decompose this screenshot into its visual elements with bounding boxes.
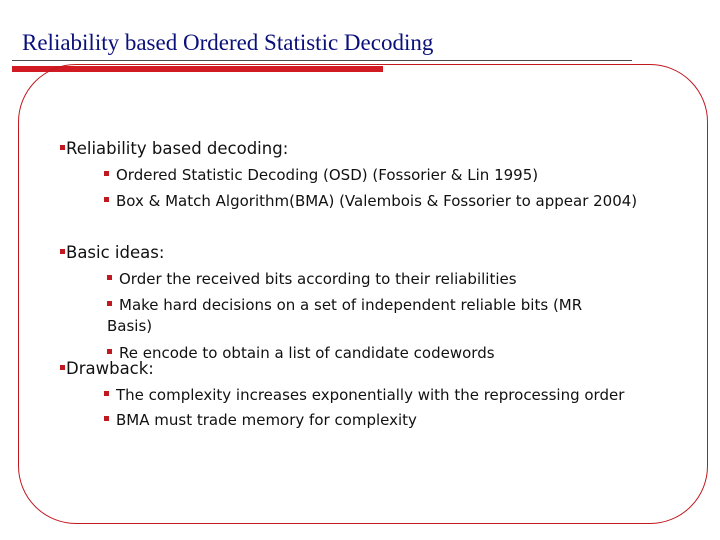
content-frame: [18, 64, 708, 524]
list-item: [104, 413, 417, 428]
square-bullet-icon: [104, 197, 109, 202]
list-item-text: BMA must trade memory for complexity: [116, 411, 417, 429]
title-divider: [12, 60, 632, 61]
section-heading-text: Drawback:: [66, 359, 154, 378]
square-bullet-icon: [60, 145, 65, 150]
list-item: [107, 298, 582, 313]
list-item-text: The complexity increases exponentially with the reprocessing order: [116, 386, 625, 404]
slide-title: Reliability based Ordered Statistic Decoding: [22, 30, 434, 55]
section-heading-text: Reliability based decoding:: [66, 139, 289, 158]
square-bullet-icon: [107, 349, 112, 354]
list-item-text: Box & Match Algorithm(BMA) (Valembois & Fossorier to appear 2004): [116, 192, 638, 210]
section-heading-text: Basic ideas:: [66, 243, 165, 262]
square-bullet-icon: [104, 416, 109, 421]
list-item-text: Ordered Statistic Decoding (OSD) (Fossorier & Lin 1995): [116, 166, 539, 184]
section-heading-reliability: [60, 141, 288, 158]
square-bullet-icon: [104, 391, 109, 396]
list-item-text: Order the received bits according to their reliabilities: [119, 270, 517, 288]
section-heading-basic-ideas: [60, 245, 164, 262]
list-item: [107, 272, 517, 287]
list-item: [104, 168, 538, 183]
list-item-text: Re encode to obtain a list of candidate codewords: [119, 344, 495, 362]
square-bullet-icon: [104, 171, 109, 176]
list-item: [104, 194, 637, 209]
section-heading-drawback: [60, 361, 154, 378]
square-bullet-icon: [107, 275, 112, 280]
list-item-continuation: Basis): [107, 317, 153, 335]
square-bullet-icon: [107, 301, 112, 306]
list-item-text: Make hard decisions on a set of independent reliable bits (MR: [119, 296, 583, 314]
list-item: [104, 388, 624, 403]
square-bullet-icon: [60, 365, 65, 370]
list-item: [107, 346, 495, 361]
square-bullet-icon: [60, 249, 65, 254]
